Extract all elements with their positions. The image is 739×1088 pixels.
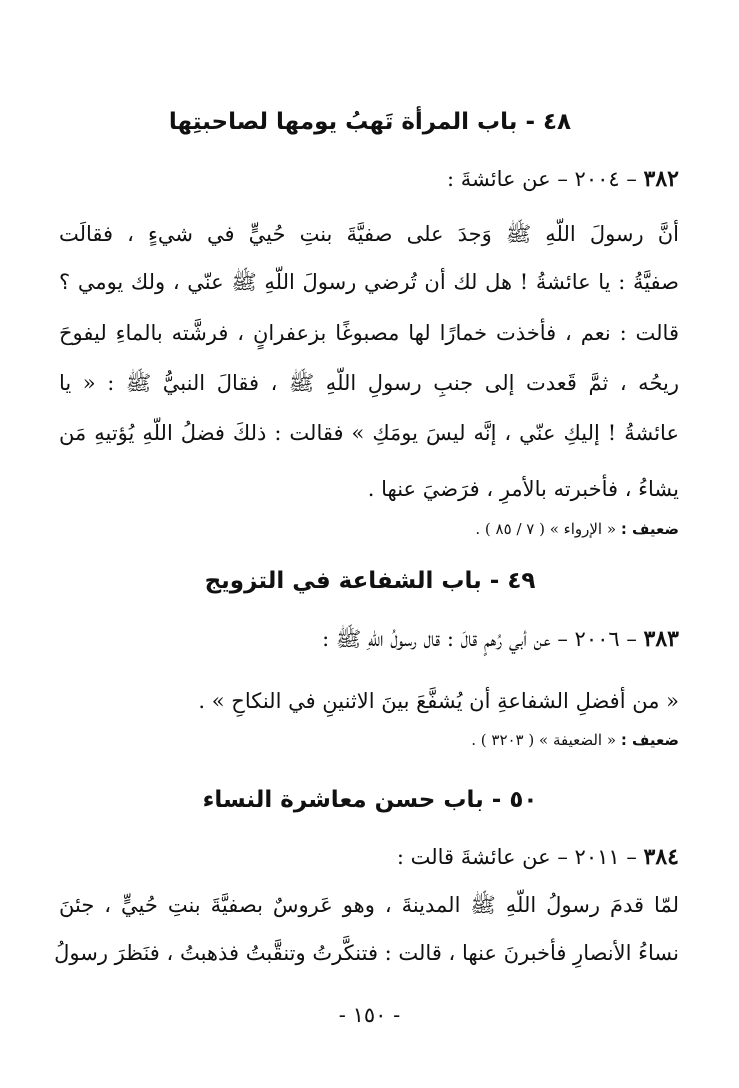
hadith-ref-line: – ٢٠٠٤ – عن عائشةَ :: [446, 167, 637, 191]
grade-source: « الإرواء » ( ٧ / ٨٥ ) .: [475, 520, 617, 538]
page-number: - ١٥٠ -: [338, 1003, 401, 1027]
hadith-382-reference: [59, 164, 679, 194]
chapter-heading-50: ٥٠ - باب حسن معاشرة النساء: [202, 787, 538, 813]
hadith-384-text-line: نساءُ الأنصارِ فأخبرنَ عنها ، قالت : فتنكَّرتُ وتنقَّبتُ فذهبتُ ، فنَظرَ رسولُ: [54, 941, 679, 965]
hadith-384-reference: [59, 842, 679, 872]
hadith-number: ٣٨٤: [643, 844, 679, 870]
hadith-383-text-line: « من أفضلِ الشفاعةِ أن يُشفَّعَ بينَ الاثنينِ في النكاحِ » .: [198, 689, 679, 713]
chapter-heading-49: ٤٩ - باب الشفاعة في التزويج: [204, 568, 536, 594]
hadith-382-text-line: يشاءُ ، فأخبرته بالأمرِ ، فرَضيَ عنها .: [367, 477, 679, 501]
hadith-382-text-line: أنَّ رسولَ اللّهِ ﷺ وَجدَ على صفيَّةَ بنتِ حُييٍّ في شيءٍ ، فقالَت: [59, 222, 679, 246]
hadith-382-text-line: ريحُه ، ثمَّ قَعدت إلى جنبِ رسولِ اللّهِ ﷺ ، فقالَ النبيُّ ﷺ : « يا: [59, 371, 679, 395]
hadith-ref-line: – ٢٠١١ – عن عائشةَ قالت :: [396, 845, 637, 869]
hadith-number: ٣٨٢: [643, 166, 679, 192]
grade-source: « الضعيفة » ( ٣٢٠٣ ) .: [471, 731, 617, 749]
chapter-heading-48: ٤٨ - باب المرأة تَهبُ يومها لصاحبتِها: [168, 109, 572, 135]
hadith-number: ٣٨٣: [643, 626, 679, 652]
hadith-382-text-line: قالت : نعم ، فأخذت خمارًا لها مصبوغًا بزعفرانٍ ، فرشَّته بالماءِ ليفوحَ: [59, 321, 679, 345]
grade-label: ضعيف :: [620, 731, 679, 749]
hadith-382-grade: [59, 518, 679, 540]
hadith-382-text-line: صفيَّةُ : يا عائشةُ ! هل لك أن تُرضي رسولَ اللّهِ ﷺ عنّي ، ولك يومي ؟: [59, 270, 679, 294]
hadith-ref-line: – ٢٠٠٦ – عن أبي رُهمٍ قالَ : قال رسولُ اللّهِ ﷺ :: [322, 627, 637, 651]
grade-label: ضعيف :: [620, 520, 679, 538]
hadith-384-text-line: لمّا قدمَ رسولُ اللّهِ ﷺ المدينةَ ، وهو عَروسٌ بصفيَّةَ بنتِ حُييٍّ ، جئنَ: [59, 893, 679, 917]
hadith-382-text-line: عائشةُ ! إليكِ عنّي ، إنَّه ليسَ يومَكِ » فقالت : ذلكَ فضلُ اللّهِ يُؤتيهِ مَن: [59, 421, 679, 445]
hadith-383-grade: [59, 729, 679, 751]
hadith-383-reference: [59, 624, 679, 654]
